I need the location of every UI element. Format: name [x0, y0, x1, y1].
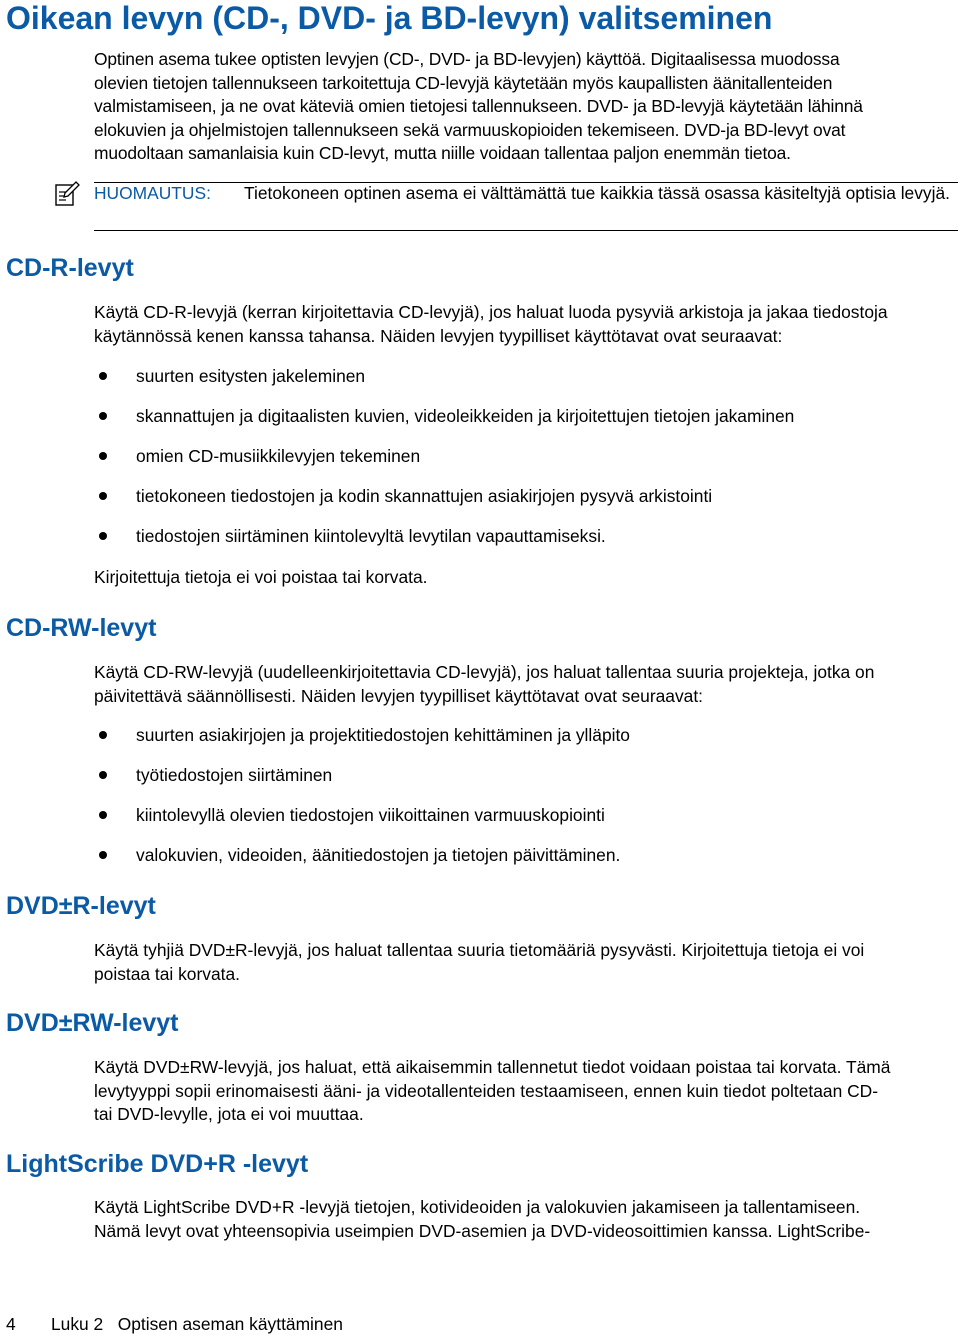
bullet-icon	[99, 771, 107, 779]
list-item: suurten esitysten jakeleminen	[99, 364, 939, 388]
list-item: tietokoneen tiedostojen ja kodin skannattujen asiakirjojen pysyvä arkistointi	[99, 484, 939, 508]
page-number: 4	[6, 1314, 16, 1334]
section-heading-lightscribe: LightScribe DVD+R -levyt	[6, 1150, 309, 1178]
list-item: omien CD-musiikkilevyjen tekeminen	[99, 444, 939, 468]
lightscribe-paragraph: Käytä LightScribe DVD+R -levyjä tietojen, kotivideoiden ja valokuvien jakamiseen ja tallentamiseen. Nämä levyt ovat yhteensopivia useimpien DVD-asemien ja DVD-videosoittimien kanssa. LightScribe-	[94, 1197, 871, 1241]
bullet-icon	[99, 452, 107, 460]
section-heading-cdrw: CD-RW-levyt	[6, 614, 157, 642]
intro-paragraph: Optinen asema tukee optisten levyjen (CD-, DVD- ja BD-levyjen) käyttöä. Digitaalisessa muodossa olevien tietojen tallennukseen tarkoitettuja CD-levyjä käytetään myös kaupallisten äänitallenteiden valmistamiseen, ja ne ovat käteviä omien tietojesi tallennukseen. DVD- ja BD-levyjä käytetään lähinnä elokuvien ja ohjelmistojen tallennukseen sekä varmuuskopioiden tekemiseen. DVD-ja BD-levyt ovat muodoltaan samanlaisia kuin CD-levyt, mutta niille voidaan tallentaa paljon enemmän tietoa.	[94, 49, 863, 163]
dvdr-paragraph: Käytä tyhjiä DVD±R-levyjä, jos haluat tallentaa suuria tietomääriä pysyvästi. Kirjoitettuja tietoja ei voi poistaa tai korvata.	[94, 940, 865, 984]
list-item: kiintolevyllä olevien tiedostojen viikoittainen varmuuskopiointi	[99, 803, 939, 827]
note-label: HUOMAUTUS:	[94, 183, 211, 203]
page-title: Oikean levyn (CD-, DVD- ja BD-levyn) valitseminen	[6, 0, 773, 36]
section-heading-dvdrw: DVD±RW-levyt	[6, 1009, 179, 1037]
bullet-icon	[99, 372, 107, 380]
list-item: työtiedostojen siirtäminen	[99, 763, 939, 787]
section-heading-cdr: CD-R-levyt	[6, 254, 134, 282]
bullet-icon	[99, 851, 107, 859]
bullet-icon	[99, 811, 107, 819]
list-item: tiedostojen siirtäminen kiintolevyltä levytilan vapauttamiseksi.	[99, 524, 939, 548]
section-heading-dvdr: DVD±R-levyt	[6, 892, 156, 920]
list-item: valokuvien, videoiden, äänitiedostojen ja tietojen päivittäminen.	[99, 843, 939, 867]
bullet-icon	[99, 532, 107, 540]
cdr-after-paragraph: Kirjoitettuja tietoja ei voi poistaa tai korvata.	[94, 567, 428, 587]
bullet-icon	[99, 492, 107, 500]
note-text: Tietokoneen optinen asema ei välttämättä tue kaikkia tässä osassa käsiteltyjä optisia levyjä.	[244, 183, 950, 203]
note-pencil-icon	[54, 181, 80, 207]
note-block	[94, 182, 960, 206]
bullet-icon	[99, 731, 107, 739]
note-bottom-rule	[94, 230, 958, 231]
footer-chapter: Luku 2 Optisen aseman käyttäminen	[51, 1314, 343, 1334]
bullet-icon	[99, 412, 107, 420]
list-item: skannattujen ja digitaalisten kuvien, videoleikkeiden ja kirjoitettujen tietojen jakaminen	[99, 404, 939, 428]
list-item: suurten asiakirjojen ja projektitiedostojen kehittäminen ja ylläpito	[99, 723, 939, 747]
dvdrw-paragraph: Käytä DVD±RW-levyjä, jos haluat, että aikaisemmin tallennetut tiedot voidaan poistaa tai korvata. Tämä levytyyppi sopii erinomaisesti ääni- ja videotallenteiden testaamiseen, ennen kuin tiedot poltetaan CD- tai DVD-levylle, jota ei voi muuttaa.	[94, 1057, 891, 1124]
cdrw-paragraph: Käytä CD-RW-levyjä (uudelleenkirjoitettavia CD-levyjä), jos haluat tallentaa suuria projekteja, jotka on päivitettävä säännöllisesti. Näiden levyjen tyypilliset käyttötavat ovat seuraavat:	[94, 662, 875, 706]
cdr-paragraph: Käytä CD-R-levyjä (kerran kirjoitettavia CD-levyjä), jos haluat luoda pysyviä arkistoja ja jakaa tiedostoja käytännössä kenen kanssa tahansa. Näiden levyjen tyypilliset käyttötavat ovat seuraavat:	[94, 302, 888, 346]
